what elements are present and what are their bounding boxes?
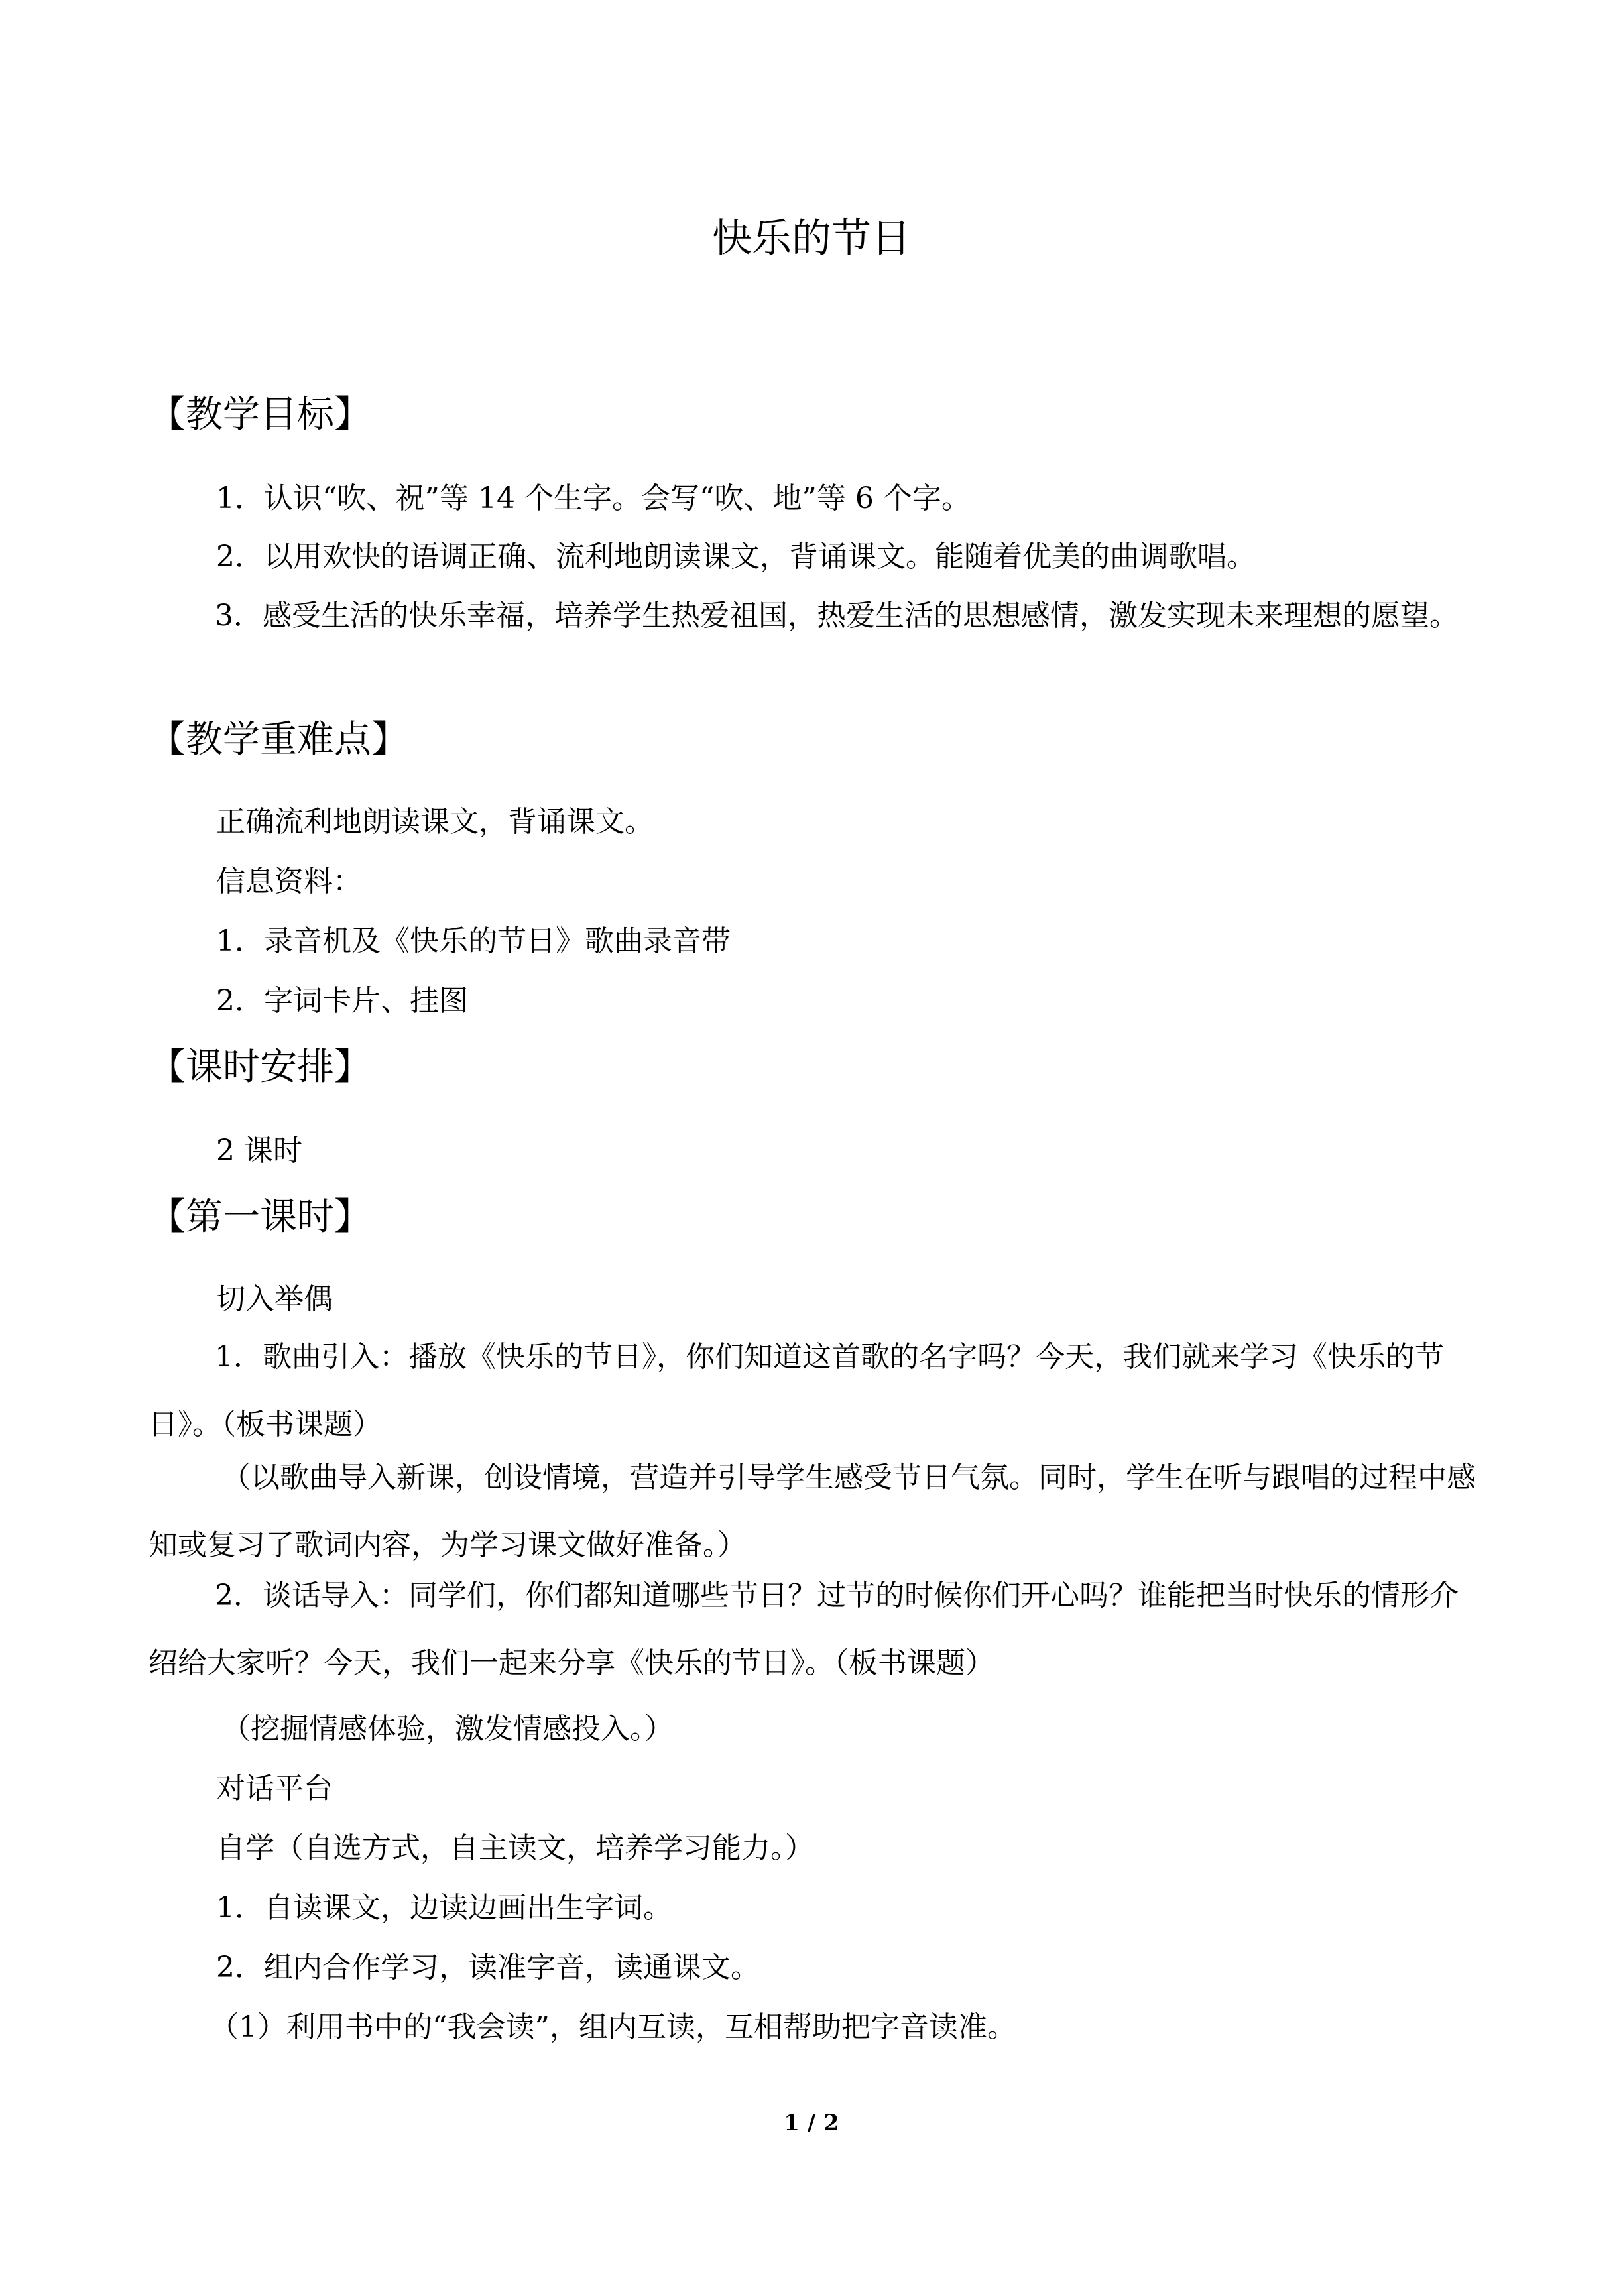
lesson-line-4: 2．谈话导入：同学们，你们都知道哪些节日？过节的时候你们开心吗？谁能把当时快乐的情形介绍给大家听？今天，我们一起来分享《快乐的节日》。（板书课题）	[149, 1579, 1459, 1680]
section-heading-objectives: 【教学目标】	[149, 393, 371, 436]
lesson-line-1: 切入举偶	[216, 1282, 333, 1316]
lesson-line-3: （以歌曲导入新课，创设情境，营造并引导学生感受节日气氛。同时，学生在听与跟唱的过程中感知或复习了歌词内容，为学习课文做好准备。）	[149, 1461, 1476, 1562]
objective-item-1: 1．认识“吹、祝”等 14 个生字。会写“吹、地”等 6 个字。	[216, 481, 971, 515]
key-point-line-2: 信息资料：	[216, 865, 362, 898]
schedule-line-1: 2 课时	[216, 1134, 302, 1168]
section-heading-schedule: 【课时安排】	[149, 1046, 371, 1089]
section-heading-key-points: 【教学重难点】	[149, 718, 408, 761]
objective-item-3: 3．感受生活的快乐幸福，培养学生热爱祖国，热爱生活的思想感情，激发实现未来理想的愿望。	[215, 599, 1459, 633]
key-point-line-4: 2．字词卡片、挂图	[216, 984, 468, 1018]
document-title: 快乐的节日	[712, 215, 911, 262]
lesson-line-7: 自学（自选方式，自主读文，培养学习能力。）	[216, 1831, 814, 1865]
lesson-line-9: 2．组内合作学习，读准字音，读通课文。	[216, 1951, 760, 1984]
lesson-line-8: 1．自读课文，边读边画出生字词。	[216, 1891, 672, 1925]
lesson-line-10: （1）利用书中的“我会读”，组内互读，互相帮助把字音读准。	[210, 2010, 1016, 2044]
key-point-line-1: 正确流利地朗读课文，背诵课文。	[216, 805, 654, 839]
lesson-line-2: 1．歌曲引入：播放《快乐的节日》，你们知道这首歌的名字吗？今天，我们就来学习《快乐的节日》。（板书课题）	[149, 1340, 1444, 1441]
page-number: 1 / 2	[784, 2110, 839, 2136]
lesson-line-6: 对话平台	[216, 1772, 333, 1805]
key-point-line-3: 1．录音机及《快乐的节日》歌曲录音带	[216, 924, 731, 958]
lesson-line-5: （挖掘情感体验，激发情感投入。）	[221, 1712, 674, 1746]
objective-item-2: 2．以用欢快的语调正确、流利地朗读课文，背诵课文。能随着优美的曲调歌唱。	[216, 540, 1256, 574]
section-heading-first-lesson: 【第一课时】	[149, 1195, 371, 1239]
